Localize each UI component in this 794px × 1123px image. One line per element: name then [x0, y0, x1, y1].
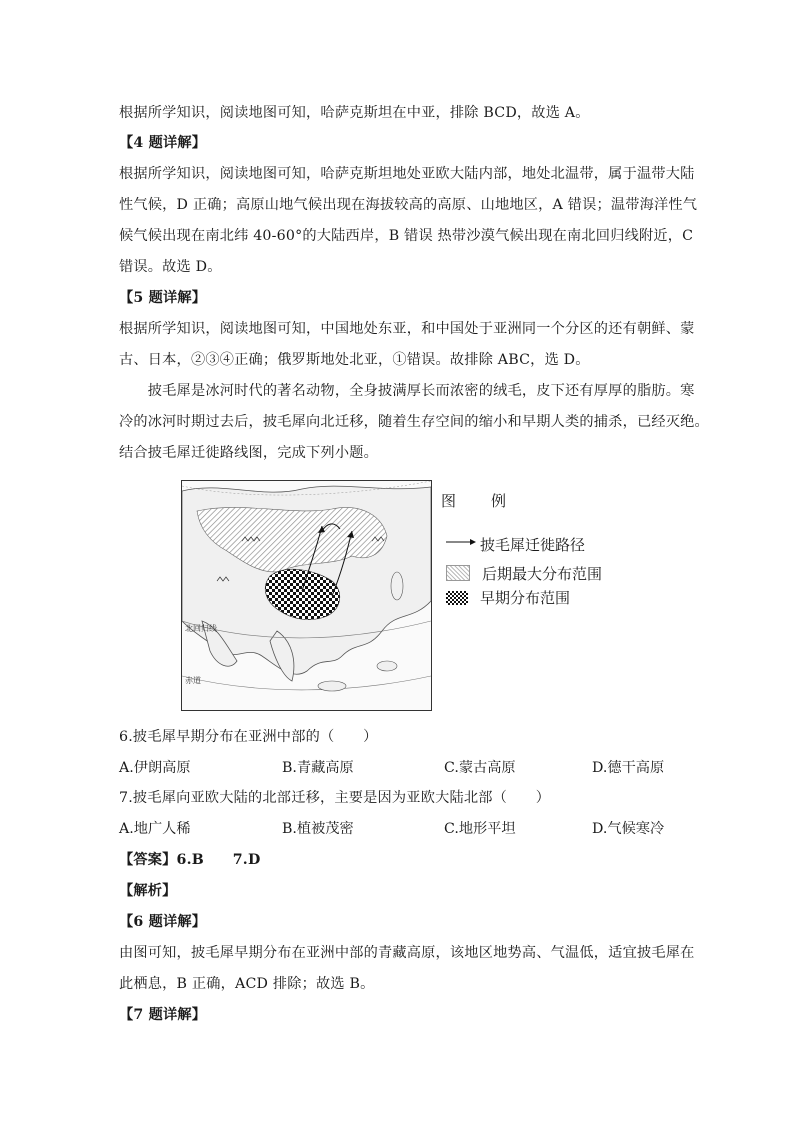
section-heading-5: 【5 题详解】 [119, 290, 207, 306]
text-line: 此栖息，B 正确，ACD 排除；故选 B。 [119, 976, 375, 992]
passage-line: 披毛犀是冰河时代的著名动物，全身披满厚长而浓密的绒毛，皮下还有厚厚的脂肪。寒 [119, 383, 695, 399]
text-line: 根据所学知识，阅读地图可知，哈萨克斯坦地处亚欧大陆内部，地处北温带，属于温带大陆 [119, 166, 695, 182]
legend-title: 图 例 [441, 492, 517, 510]
legend-item-path [446, 535, 585, 555]
legend-item-late [446, 564, 602, 584]
legend-label: 早期分布范围 [480, 589, 571, 607]
legend-label: 后期最大分布范围 [482, 565, 603, 583]
answer-line: 【答案】6.B 7.D [119, 852, 261, 868]
legend-item-early [446, 588, 570, 608]
rhino-migration-map [181, 480, 432, 711]
question-7-stem: 7.披毛犀向亚欧大陆的北部迁移，主要是因为亚欧大陆北部（ ） [119, 790, 551, 806]
q7-option-d: D.气候寒冷 [592, 821, 665, 837]
q6-option-c: C.蒙古高原 [444, 760, 516, 776]
passage-line: 结合披毛犀迁徙路线图，完成下列小题。 [119, 445, 378, 461]
text-line: 根据所学知识，阅读地图可知，哈萨克斯坦在中亚，排除 BCD，故选 A。 [119, 105, 590, 121]
text-line: 古、日本，②③④正确；俄罗斯地处北亚，①错误。故排除 ABC，选 D。 [119, 352, 590, 368]
tropic-label: 北回归线 [185, 624, 217, 633]
section-heading-4: 【4 题详解】 [119, 135, 207, 151]
hatch-swatch-icon [446, 565, 470, 581]
text-line: 根据所学知识，阅读地图可知，中国地处东亚，和中国处于亚洲同一个分区的还有朝鲜、蒙 [119, 321, 695, 337]
arrow-icon [446, 538, 476, 546]
text-line: 性气候，D 正确；高原山地气候出现在海拔较高的高原、山地地区，A 错误；温带海洋性气 [119, 197, 698, 213]
q6-option-b: B.青藏高原 [282, 760, 354, 776]
question-6-stem: 6.披毛犀早期分布在亚洲中部的（ ） [119, 729, 378, 745]
section-heading-6: 【6 题详解】 [119, 914, 207, 930]
text-line: 由图可知，披毛犀早期分布在亚洲中部的青藏高原，该地区地势高、气温低，适宜披毛犀在 [119, 945, 695, 961]
q7-option-c: C.地形平坦 [444, 821, 516, 837]
analysis-heading: 【解析】 [119, 883, 177, 899]
checker-swatch-icon [446, 591, 468, 605]
q7-option-a: A.地广人稀 [119, 821, 191, 837]
map-graphic [182, 481, 431, 710]
text-line: 错误。故选 D。 [119, 259, 222, 275]
section-heading-7: 【7 题详解】 [119, 1007, 207, 1023]
q7-option-b: B.植被茂密 [282, 821, 354, 837]
equator-label: 赤道 [185, 676, 201, 685]
passage-line: 冷的冰河时期过去后，披毛犀向北迁移，随着生存空间的缩小和早期人类的捕杀，已经灭绝。 [119, 414, 709, 430]
legend-label: 披毛犀迁徙路径 [480, 536, 586, 554]
text-line: 候气候出现在南北纬 40-60°的大陆西岸，B 错误 热带沙漠气候出现在南北回归线附近，C [119, 228, 694, 244]
q6-option-d: D.德干高原 [592, 760, 665, 776]
q6-option-a: A.伊朗高原 [119, 760, 191, 776]
